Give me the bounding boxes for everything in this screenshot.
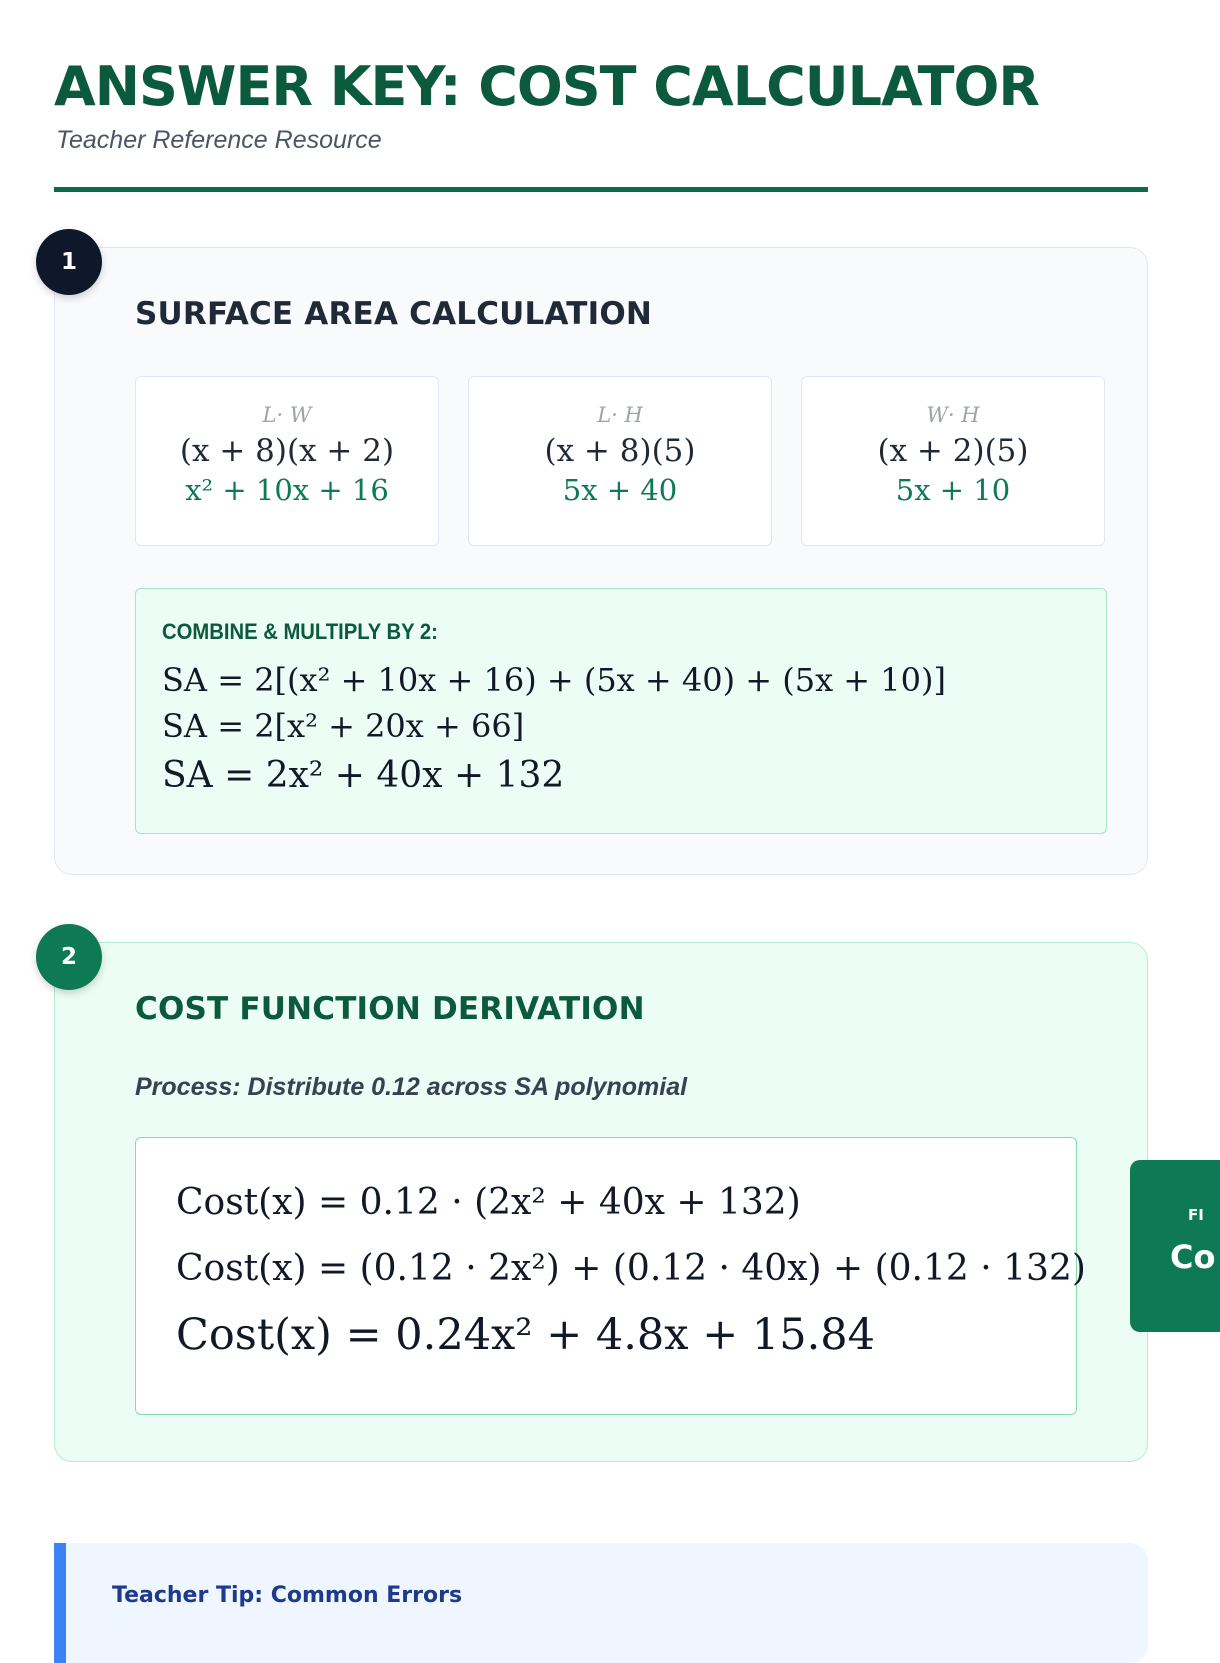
cost-equation-box xyxy=(135,1137,1086,1415)
sa-equation-step-2: SA = 2[x² + 20x + 66] xyxy=(162,707,525,745)
face-expression: (x + 8)(x + 2) xyxy=(179,433,395,469)
face-label: L· H xyxy=(597,403,643,427)
step-number-badge-2: 2 xyxy=(36,924,102,990)
surface-area-card xyxy=(54,247,1148,875)
sa-equation-final: SA = 2x² + 40x + 132 xyxy=(162,755,565,796)
process-note: Process: Distribute 0.12 across SA polynomial xyxy=(135,1073,688,1101)
cost-equation-step-1: Cost(x) = 0.12 · (2x² + 40x + 132) xyxy=(176,1182,801,1223)
section-title-cost-function: COST FUNCTION DERIVATION xyxy=(135,991,645,1027)
teacher-tip-title: Teacher Tip: Common Errors xyxy=(112,1583,463,1608)
face-lh-box xyxy=(468,376,772,546)
cost-equation-step-2: Cost(x) = (0.12 · 2x²) + (0.12 · 40x) + (0.12 · 132) xyxy=(176,1248,1086,1289)
side-tab-heading: Co xyxy=(1170,1238,1216,1276)
section-title-surface-area: SURFACE AREA CALCULATION xyxy=(135,296,653,332)
face-label: L· W xyxy=(262,403,312,427)
face-expression: (x + 2)(5) xyxy=(877,433,1029,469)
face-result: 5x + 10 xyxy=(895,473,1011,507)
combine-box xyxy=(135,588,1107,834)
face-label: W· H xyxy=(926,403,980,427)
side-tab-caption: FI xyxy=(1188,1206,1204,1224)
face-result: 5x + 40 xyxy=(562,473,678,507)
page-header xyxy=(54,54,1148,155)
face-lw-box xyxy=(135,376,439,546)
teacher-tip-box xyxy=(54,1543,1148,1663)
side-panel-tab[interactable] xyxy=(1130,1160,1220,1332)
cost-function-card xyxy=(54,942,1148,1462)
sa-equation-step-1: SA = 2[(x² + 10x + 16) + (5x + 40) + (5x + 10)] xyxy=(162,661,946,699)
page-subtitle: Teacher Reference Resource xyxy=(56,126,382,154)
step-number-badge-1: 1 xyxy=(36,229,102,295)
page-title: ANSWER KEY: COST CALCULATOR xyxy=(54,55,1039,118)
header-divider xyxy=(54,187,1148,192)
face-wh-box xyxy=(801,376,1105,546)
face-result: x² + 10x + 16 xyxy=(185,473,389,507)
cost-equation-final: Cost(x) = 0.24x² + 4.8x + 15.84 xyxy=(176,1310,876,1360)
combine-label: COMBINE & MULTIPLY BY 2: xyxy=(162,619,438,644)
face-expression: (x + 8)(5) xyxy=(544,433,696,469)
